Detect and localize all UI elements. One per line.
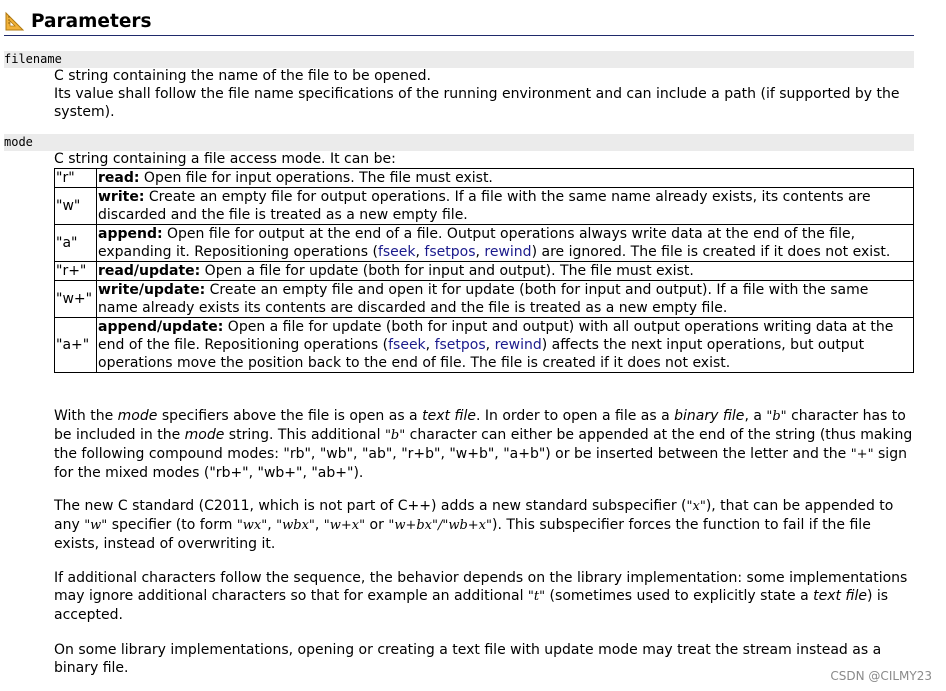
mode-title: read: — [98, 170, 140, 186]
update-mode-paragraph: On some library implementations, opening or creating a text file with update mode may treat the stream instead as a binary file. — [54, 642, 882, 676]
mode-title: read/update: — [98, 263, 201, 279]
filename-desc-line-2: Its value shall follow the file name specifications of the running environment and can include a path (if supported by the system). — [54, 86, 900, 120]
mode-code: "w" — [55, 188, 97, 225]
mode-table — [54, 168, 914, 373]
mode-description: write: Create an empty file for output operations. If a file with the same name already exists, its contents are discarded and the file is treated as a new empty file. — [97, 188, 914, 225]
additional-chars-paragraph: If additional characters follow the sequence, the behavior depends on the library implementation: some implementations may ignore additional characters so that for example an additional "t" (sometimes used to explicitly state a text file) is accepted. — [54, 570, 908, 623]
ruler-triangle-icon — [4, 10, 26, 32]
parameters-heading — [4, 10, 914, 36]
table-row — [55, 169, 914, 188]
link-fseek[interactable]: fseek — [377, 244, 416, 260]
mode-code: "a" — [55, 225, 97, 262]
link-rewind[interactable]: rewind — [484, 244, 532, 260]
mode-description: append: Open file for output at the end of a file. Output operations always write data at the end of the file, expanding it. Repositioning operations (fseek, fsetpos, rewind) are ignored. The file is created if it does not exist. — [97, 225, 914, 262]
filename-desc-line-1: C string containing the name of the file to be opened. — [54, 68, 431, 84]
table-row — [55, 318, 914, 373]
mode-title: write: — [98, 189, 145, 205]
param-name-filename: filename — [4, 51, 914, 68]
param-desc-filename — [54, 67, 914, 121]
mode-description: append/update: Open a file for update (both for input and output) with all output operations writing data at the end of the file. Repositioning operations (fseek, fsetpos, rewind) affects the next input operations, but output operations move the position back to the end of file. The file is created if it does not exist. — [97, 318, 914, 373]
mode-code: "w+" — [55, 281, 97, 318]
link-fseek[interactable]: fseek — [388, 337, 426, 353]
link-fsetpos[interactable]: fsetpos — [434, 337, 486, 353]
table-row — [55, 262, 914, 281]
table-row — [55, 188, 914, 225]
c2011-paragraph: The new C standard (C2011, which is not part of C++) adds a new standard subspecifier ("x"), that can be appended to any "w" specifier (to form "wx", "wbx", "w+x" or "w+bx"/"wb+x"). This subspecifier forces the function to fail if the file exists, instead of overwriting it. — [54, 498, 894, 552]
table-row — [55, 281, 914, 318]
link-rewind[interactable]: rewind — [494, 337, 542, 353]
link-fsetpos[interactable]: fsetpos — [424, 244, 476, 260]
mode-description: write/update: Create an empty file and open it for update (both for input and output). If a file with the same name already exists its contents are discarded and the file is treated as a new empty file. — [97, 281, 914, 318]
mode-code: "r+" — [55, 262, 97, 281]
mode-title: append/update: — [98, 319, 224, 335]
binary-mode-paragraph: With the mode specifiers above the file is open as a text file. In order to open a file as a binary file, a "b" character has to be included in the mode string. This additional "b" character can either be appended at the end of the string (thus making the following compound modes: "rb", "wb", "ab", "r+b", "w+b", "a+b") or be inserted between the letter and the "+" sign for the mixed modes ("rb+", "wb+", "ab+"). — [54, 408, 913, 481]
section-title: Parameters — [31, 11, 152, 32]
table-row — [55, 225, 914, 262]
param-name-mode: mode — [4, 134, 914, 151]
mode-title: write/update: — [98, 282, 206, 298]
mode-intro: C string containing a file access mode. It can be: — [54, 151, 396, 167]
mode-description: read: Open file for input operations. The file must exist. — [97, 169, 914, 188]
watermark: CSDN @CILMY23 — [830, 669, 932, 683]
mode-code: "a+" — [55, 318, 97, 373]
mode-code: "r" — [55, 169, 97, 188]
mode-title: append: — [98, 226, 163, 242]
mode-description: read/update: Open a file for update (both for input and output). The file must exist. — [97, 262, 914, 281]
